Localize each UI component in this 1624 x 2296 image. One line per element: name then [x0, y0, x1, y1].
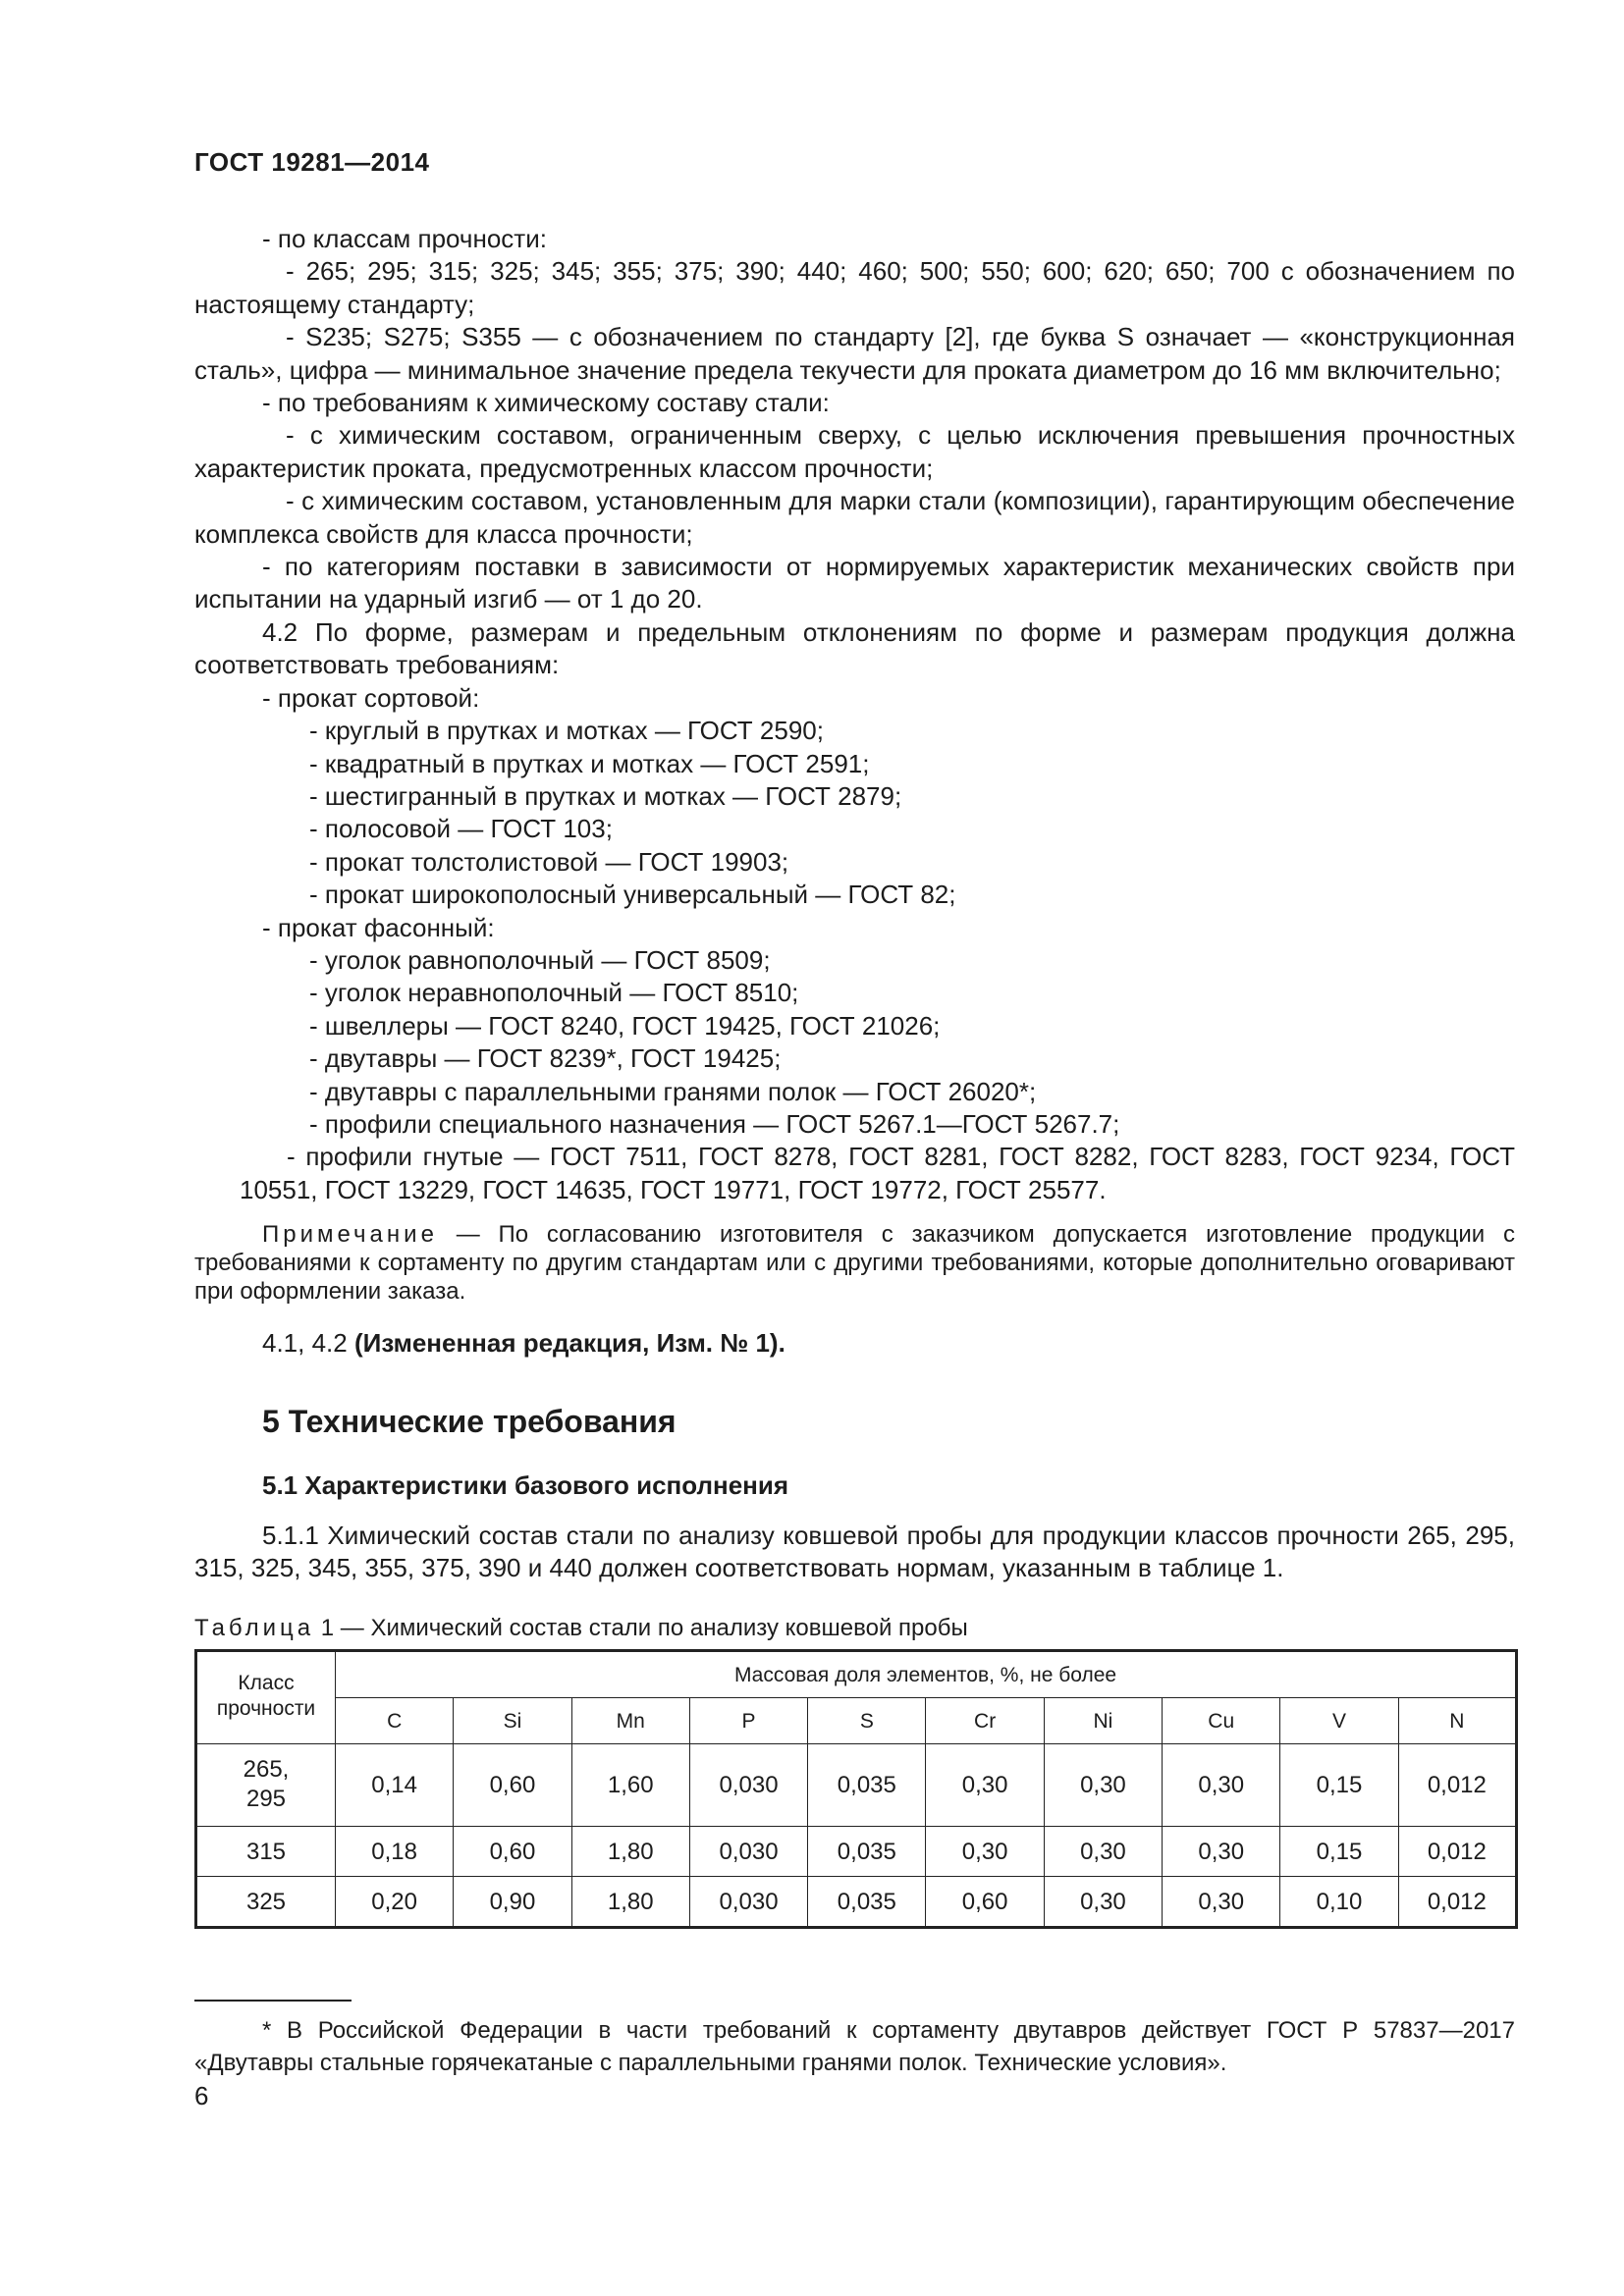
list-item: - прокат толстолистовой — ГОСТ 19903;	[309, 846, 789, 877]
list-item: - профили гнутые — ГОСТ 7511, ГОСТ 8278, ГОСТ 8281, ГОСТ 8282, ГОСТ 8283, ГОСТ 9234, ГОСТ 10551, ГОСТ 13229, ГОСТ 14635, ГОСТ 19771, ГОСТ 19772, ГОСТ 25577.	[240, 1142, 1515, 1204]
table-row	[196, 1827, 1517, 1877]
table-cell: 0,30	[1163, 1827, 1280, 1877]
column-header-element: Cr	[926, 1698, 1044, 1744]
paragraph: - по требованиям к химическому составу стали:	[262, 388, 830, 418]
cell-class: 325	[196, 1877, 336, 1928]
table-cell: 0,035	[808, 1877, 926, 1928]
list-item: - профили специального назначения — ГОСТ 5267.1—ГОСТ 5267.7;	[309, 1108, 1120, 1139]
list-item: - шестигранный в прутках и мотках — ГОСТ 2879;	[309, 780, 902, 811]
table-row	[196, 1877, 1517, 1928]
note	[194, 1220, 1515, 1306]
column-header-element: N	[1398, 1698, 1516, 1744]
table-cell: 0,30	[1044, 1877, 1162, 1928]
list-item: - квадратный в прутках и мотках — ГОСТ 2591;	[309, 748, 870, 778]
table-caption	[194, 1614, 1515, 1643]
table-cell: 0,030	[689, 1744, 807, 1827]
table-cell: 0,60	[454, 1827, 571, 1877]
list-item: - двутавры — ГОСТ 8239*, ГОСТ 19425;	[309, 1043, 782, 1074]
column-header-element: Ni	[1044, 1698, 1162, 1744]
table-cell: 0,030	[689, 1877, 807, 1928]
list-item: - прокат широкополосный универсальный — ГОСТ 82;	[309, 880, 956, 910]
table-cell: 1,60	[571, 1744, 689, 1827]
column-header-group: Массовая доля элементов, %, не более	[336, 1651, 1517, 1698]
note-text: — По согласованию изготовителя с заказчиком допускается изготовление продукции с требованиями к сортаменту по другим стандартам или с другими требованиями, которые дополнительно оговаривают при оформлении заказа.	[194, 1221, 1515, 1306]
document-header: ГОСТ 19281—2014	[194, 147, 430, 177]
table-cell: 0,30	[1163, 1744, 1280, 1827]
cell-class: 315	[196, 1827, 336, 1877]
table-caption-label: Таблица	[194, 1615, 315, 1642]
table-cell: 0,30	[926, 1744, 1044, 1827]
table-cell: 0,035	[808, 1827, 926, 1877]
class-header-text: Класс прочности	[216, 1672, 316, 1721]
table-cell: 0,15	[1280, 1744, 1398, 1827]
table-cell: 0,14	[336, 1744, 454, 1827]
table-cell: 0,30	[926, 1827, 1044, 1877]
table-body	[196, 1744, 1517, 1928]
note-label: Примечание	[262, 1221, 438, 1249]
amendment-ref: 4.1, 4.2	[262, 1328, 348, 1359]
column-header-element: S	[808, 1698, 926, 1744]
list-item: - двутавры с параллельными гранями полок — ГОСТ 26020*;	[309, 1076, 1037, 1106]
section-title: 5 Технические требования	[262, 1403, 677, 1439]
amendment-text: (Измененная редакция, Изм. № 1).	[353, 1328, 785, 1359]
page-number: 6	[194, 2081, 209, 2110]
table-cell: 0,012	[1398, 1827, 1516, 1877]
table-cell: 0,030	[689, 1827, 807, 1877]
table-cell: 0,10	[1280, 1877, 1398, 1928]
paragraph: - с химическим составом, ограниченным сверху, с целью исключения превышения прочностных характеристик проката, предусмотренных классом прочности;	[194, 420, 1515, 483]
table-cell: 0,30	[1044, 1744, 1162, 1827]
subsection-title: 5.1 Характеристики базового исполнения	[262, 1469, 789, 1500]
document-body	[194, 223, 1515, 1929]
paragraph: - с химическим составом, установленным для марки стали (композиции), гарантирующим обеспечение комплекса свойств для класса прочности;	[194, 486, 1515, 549]
footnote-separator	[194, 2000, 352, 2002]
table-cell: 0,035	[808, 1744, 926, 1827]
table-cell: 1,80	[571, 1877, 689, 1928]
cell-class: 265, 295	[196, 1744, 336, 1827]
table-cell: 0,18	[336, 1827, 454, 1877]
paragraph-5-1-1: 5.1.1 Химический состав стали по анализу ковшевой пробы для продукции классов прочности 265, 295, 315, 325, 345, 355, 375, 390 и 440 должен соответствовать нормам, указанным в таблице 1.	[194, 1520, 1515, 1582]
paragraph: - S235; S275; S355 — с обозначением по стандарту [2], где буква S означает — «конструкционная сталь», цифра — минимальное значение предела текучести для проката диаметром до 16 мм включительно;	[194, 322, 1515, 385]
chemical-composition-table	[194, 1649, 1518, 1929]
paragraph: - по классам прочности:	[262, 224, 547, 253]
paragraph: - по категориям поставки в зависимости от нормируемых характеристик механических свойств при испытании на ударный изгиб — от 1 до 20.	[194, 552, 1515, 614]
list-heading: - прокат фасонный:	[262, 912, 495, 942]
list-item: - швеллеры — ГОСТ 8240, ГОСТ 19425, ГОСТ 21026;	[309, 1010, 941, 1041]
list-item: - уголок неравнополочный — ГОСТ 8510;	[309, 978, 799, 1008]
paragraph: - 265; 295; 315; 325; 345; 355; 375; 390; 440; 460; 500; 550; 600; 620; 650; 700 с обозначением по настоящему стандарту;	[194, 256, 1515, 319]
column-header-element: C	[336, 1698, 454, 1744]
column-header-class	[196, 1651, 336, 1744]
table-cell: 0,60	[454, 1744, 571, 1827]
table-cell: 0,60	[926, 1877, 1044, 1928]
list-heading: - прокат сортовой:	[262, 682, 480, 713]
table-cell: 0,30	[1044, 1827, 1162, 1877]
column-header-element: Mn	[571, 1698, 689, 1744]
amendment-line	[194, 1327, 1515, 1360]
table-row	[196, 1744, 1517, 1827]
footnote: * В Российской Федерации в части требований к сортаменту двутавров действует ГОСТ Р 57837—2017 «Двутавры стальные горячекатаные с параллельными гранями полок. Технические условия».	[194, 2017, 1515, 2076]
table-cell: 0,90	[454, 1877, 571, 1928]
paragraph-4-2: 4.2 По форме, размерам и предельным отклонениям по форме и размерам продукция должна соответствовать требованиям:	[194, 616, 1515, 680]
table-cell: 0,012	[1398, 1877, 1516, 1928]
column-header-element: Si	[454, 1698, 571, 1744]
list-item: - круглый в прутках и мотках — ГОСТ 2590;	[309, 716, 824, 746]
table-caption-text: 1 — Химический состав стали по анализу ковшевой пробы	[314, 1615, 968, 1642]
table-cell: 0,30	[1163, 1877, 1280, 1928]
list-item: - уголок равнополочный — ГОСТ 8509;	[309, 944, 771, 975]
column-header-element: Cu	[1163, 1698, 1280, 1744]
table-cell: 0,012	[1398, 1744, 1516, 1827]
table-cell: 1,80	[571, 1827, 689, 1877]
elements-header-row	[196, 1698, 1517, 1744]
table-cell: 0,20	[336, 1877, 454, 1928]
list-item: - полосовой — ГОСТ 103;	[309, 814, 613, 844]
column-header-element: V	[1280, 1698, 1398, 1744]
table-cell: 0,15	[1280, 1827, 1398, 1877]
column-header-element: P	[689, 1698, 807, 1744]
